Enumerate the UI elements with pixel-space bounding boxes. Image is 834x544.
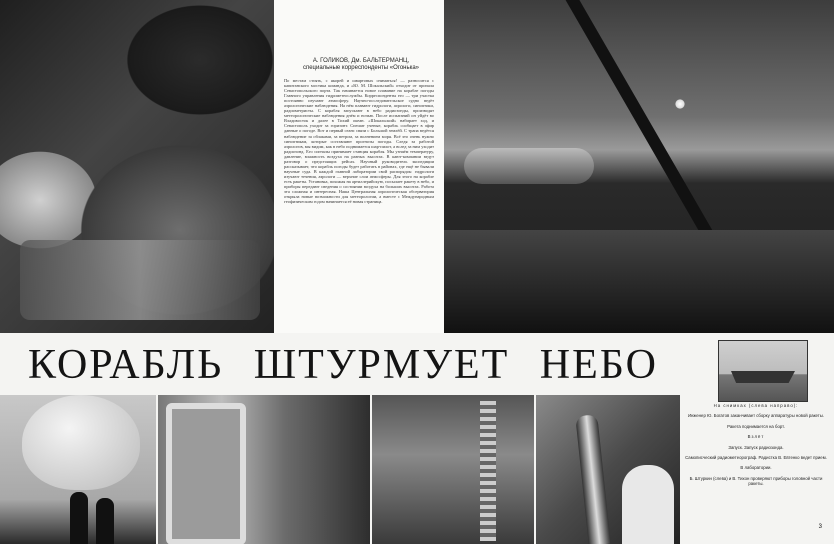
byline [286,58,436,72]
photo-captions [682,403,830,544]
person-figure [96,498,114,544]
caption-4: Самописческий радиометеорограф. Радистка В. Евтенко ведет прием. [685,455,827,461]
rocket-body [575,414,610,544]
caption-3: Запуск. Запуск радиозонда. [728,444,784,450]
byline-authors: А. ГОЛИКОВ, Дм. БАЛЬТЕРМАНЦ, [312,58,410,64]
headline-band [0,333,834,395]
technician-figure [622,465,674,544]
article-body: По местам стоять, с якорей и швартовых сниматься! — разносится с капитанского мостика команда, и «Ю. М. Шокальский» отходит от причала Севастопольского порта. Так начинается новое плавание на корабле погоды Главного управления гидрометеослужбы. Корреспонденты его — три участка постоянно изучают атмосферу. Научно-исследовательское судно ведёт аэрологические наблюдения. На нём плавают гидрологи, аэрологи, синоптики, радиометристы. С корабля запускают в небо радиозонды, производят метеорологические наблюдения днём и ночью. После испытаний он уйдёт во Владивосток и далее в Тихий океан. «Шокальский» набирает ход, и Севастополь уходит за горизонт. Спешат ученые, корабль сообщает в эфир данные о погоде. Вот и первый сеанс связи с Большой землёй. С трапа ведётся наблюдение за облаками, за ветром, за волнением моря. Всё это очень нужно синоптикам, которые составляют прогнозы погоды. Следя за работой аэрологов, мы видим, как в небо поднимается шар-пилот, а вслед за ним уходит радиозонд. Его сигналы принимает станция корабля. Мы узнаём температуру, давление, влажность воздуха на разных высотах. В кают-компании ведут разговор о предстоящих рейсах. Научный руководитель экспедиции рассказывает, что корабль погоды будет работать в районах, где ещё не бывали научные суда. В каждой главной лаборатории свой распорядок: гидрологи изучают течения, аэрологи — верхние слои атмосферы. Для этого на корабле есть ракеты. Установка, похожая на артиллерийскую, посылает ракету в небо, и приборы передают сведения о состоянии воздуха на больших высотах. Работа эта сложная и интересная. Наша Центральная аэрологическая обсерватория открыла новые возможности для метеорологии, а вместе с Международным геофизическим годом начинается её новая страница. [284,78,434,205]
lab-photo [158,395,370,544]
captions-heading: На снимках (слева направо): [713,403,799,408]
ship-hull [731,371,795,383]
page-title: КОРАБЛЬ ШТУРМУЕТ НЕБО [28,342,658,388]
weather-balloon [22,395,140,490]
caption-5: В лаборатории. [740,465,772,471]
person-figure [70,492,88,544]
caption-2: Ракета поднимается на борт. [727,423,785,429]
launch-tower-photo [372,395,534,544]
byline-role: специальные корреспонденты «Огонька» [302,65,420,71]
page-number: 3 [818,524,822,530]
ship-deck-photo [444,0,834,333]
hatch-door [166,403,246,544]
caption-6: Б. Штуркин (слева) и В. Тихон проверяют приборы головной части ракеты. [689,475,823,487]
caption-vzlet: Взлёт [747,434,765,440]
ship-deck [444,230,834,333]
rocket-cylinder [464,148,594,184]
balloon-photo [0,395,156,544]
ship-thumbnail [718,340,808,402]
caption-1: Инженер Ю. Богатов заканчивает сборку аппаратуры новой ракеты. [687,413,825,419]
workshop-photo [0,0,274,333]
article-column [274,0,444,333]
instrument-detail [20,240,260,320]
rocket-check-photo [536,395,680,544]
launch-tower [480,401,496,541]
